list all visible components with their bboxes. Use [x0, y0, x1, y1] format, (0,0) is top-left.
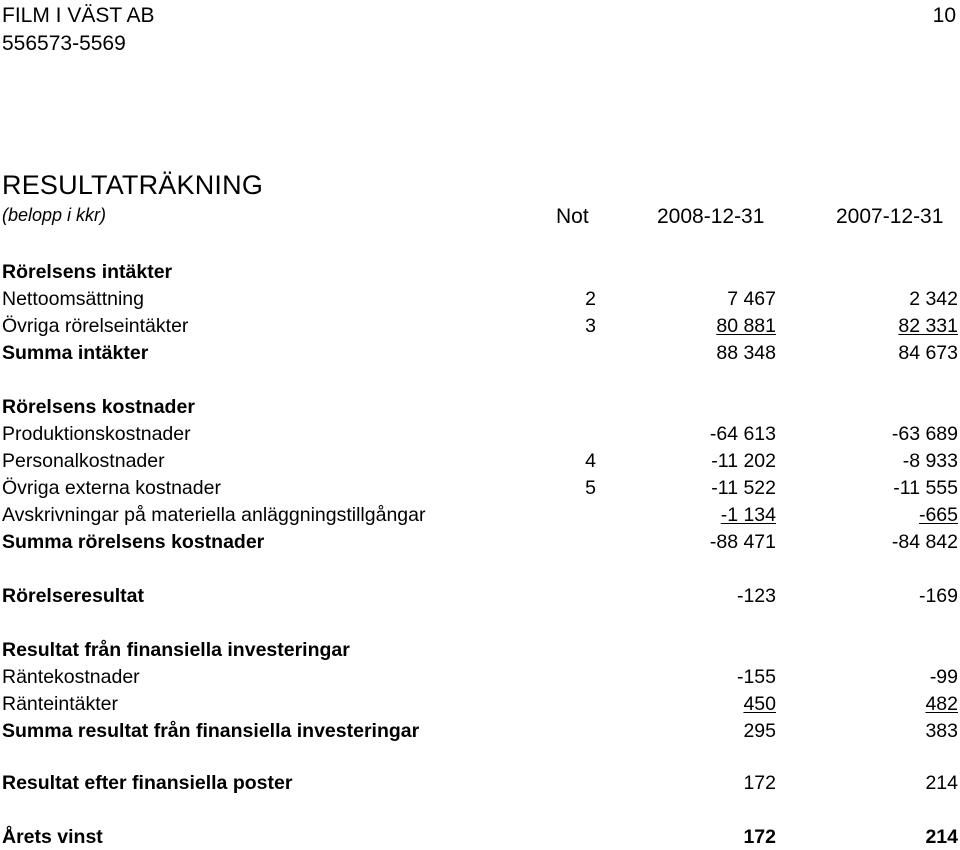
value-2008: 88 348	[716, 342, 776, 364]
value-2007: 214	[925, 772, 958, 794]
value-2007: -11 555	[893, 477, 958, 499]
row-note: 5	[585, 477, 596, 499]
row-note: 2	[585, 288, 596, 310]
row-label: Rörelsens intäkter	[2, 261, 173, 283]
table-row	[0, 664, 960, 690]
value-2008: 80 881	[716, 315, 776, 337]
value-2007: -169	[918, 585, 958, 607]
subtotal-row	[0, 529, 960, 555]
value-2007: -8 933	[902, 450, 958, 472]
col-header-2007: 2007-12-31	[836, 205, 944, 228]
operating-result-row	[0, 583, 960, 609]
section-heading-financial	[0, 637, 960, 663]
row-label: Övriga rörelseintäkter	[2, 315, 189, 337]
table-row	[0, 691, 960, 717]
row-label: Övriga externa kostnader	[2, 477, 221, 499]
value-2008: 172	[743, 772, 776, 794]
org-number: 556573-5569	[2, 32, 126, 55]
section-heading-revenue	[0, 259, 960, 285]
value-2008: 172	[743, 826, 776, 848]
value-2007: 383	[925, 720, 958, 742]
row-label: Personalkostnader	[2, 450, 165, 472]
subtotal-row	[0, 718, 960, 744]
value-2007: -63 689	[891, 423, 958, 445]
value-2008: 7 467	[727, 288, 776, 310]
col-header-note: Not	[556, 205, 589, 228]
row-label: Rörelsens kostnader	[2, 396, 195, 418]
value-2007: -665	[918, 504, 958, 526]
value-2007: 482	[925, 693, 958, 715]
row-label: Årets vinst	[2, 826, 103, 848]
col-header-2008: 2008-12-31	[657, 205, 765, 228]
subtotal-row	[0, 340, 960, 366]
value-2008: -11 202	[711, 450, 776, 472]
value-2007: 214	[925, 826, 958, 848]
row-label: Räntekostnader	[2, 666, 140, 688]
value-2007: -84 842	[891, 531, 958, 553]
row-label: Summa rörelsens kostnader	[2, 531, 265, 553]
row-note: 3	[585, 315, 596, 337]
row-label: Produktionskostnader	[2, 423, 191, 445]
row-label: Rörelseresultat	[2, 585, 144, 607]
table-row	[0, 475, 960, 501]
table-row	[0, 286, 960, 312]
value-2008: -88 471	[709, 531, 776, 553]
row-label: Ränteintäkter	[2, 693, 118, 715]
page-number: 10	[932, 4, 956, 27]
row-label: Resultat efter finansiella poster	[2, 772, 293, 794]
value-2007: 2 342	[909, 288, 958, 310]
row-label: Summa intäkter	[2, 342, 149, 364]
row-label: Resultat från finansiella investeringar	[2, 639, 350, 661]
value-2007: 84 673	[898, 342, 958, 364]
report-subtitle: (belopp i kkr)	[2, 205, 107, 225]
table-row	[0, 448, 960, 474]
row-note: 4	[585, 450, 596, 472]
value-2007: 82 331	[898, 315, 958, 337]
value-2008: -64 613	[709, 423, 776, 445]
report-title: RESULTATRÄKNING	[2, 170, 264, 200]
row-label: Avskrivningar på materiella anläggningstillgångar	[2, 504, 426, 526]
value-2008: -155	[736, 666, 776, 688]
table-row	[0, 313, 960, 339]
value-2008: -11 522	[711, 477, 776, 499]
value-2008: -123	[736, 585, 776, 607]
value-2008: -1 134	[720, 504, 776, 526]
row-label: Nettoomsättning	[2, 288, 144, 310]
section-heading-costs	[0, 394, 960, 420]
value-2007: -99	[929, 666, 958, 688]
table-row	[0, 502, 960, 528]
net-profit-row	[0, 824, 960, 850]
result-after-financial-row	[0, 770, 960, 796]
value-2008: 450	[743, 693, 776, 715]
row-label: Summa resultat från finansiella investeringar	[2, 720, 420, 742]
table-row	[0, 421, 960, 447]
value-2008: 295	[743, 720, 776, 742]
company-name: FILM I VÄST AB	[2, 4, 155, 27]
